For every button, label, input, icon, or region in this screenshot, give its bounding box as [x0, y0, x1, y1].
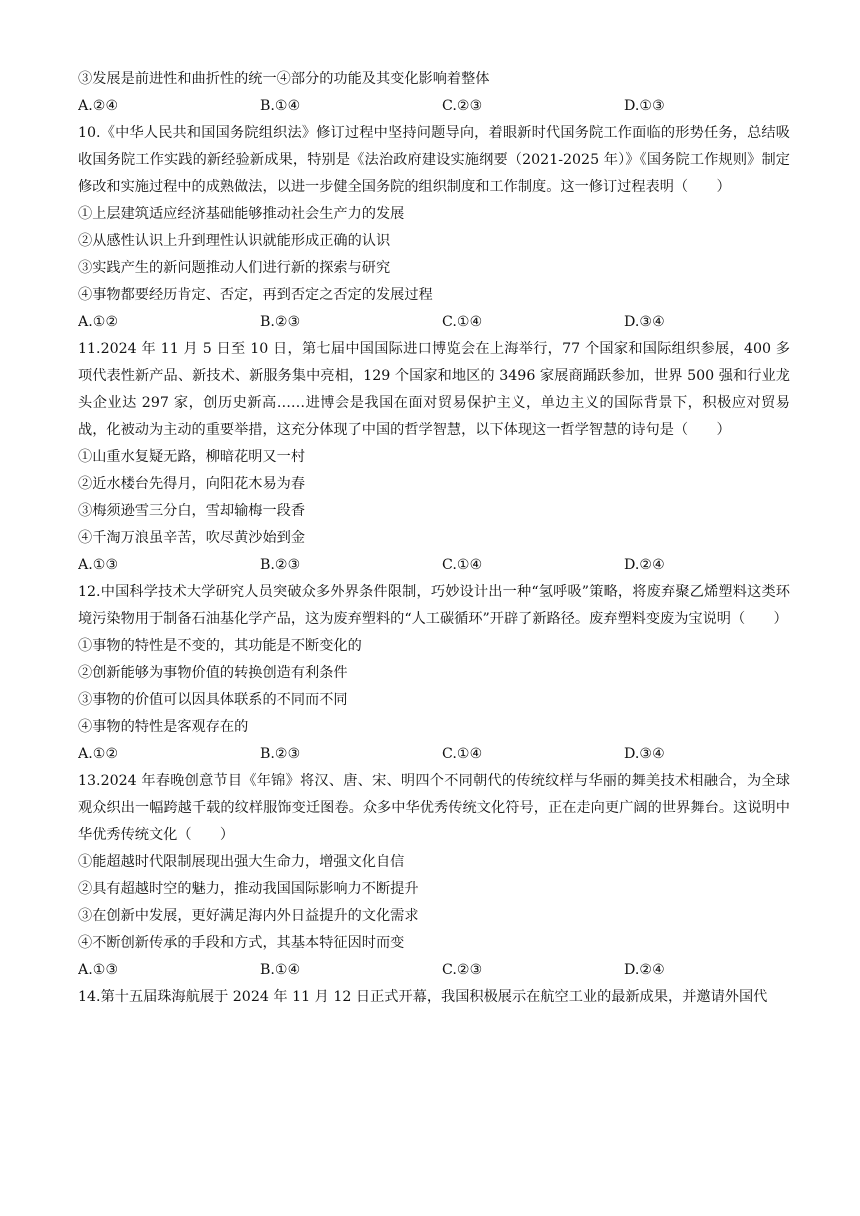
q13-statement-1: ①能超越时代限制展现出强大生命力，增强文化自信: [78, 854, 405, 870]
q13-option-c: C.②③: [442, 962, 483, 978]
q11-statement-2: ②近水楼台先得月，向阳花木易为春: [78, 476, 306, 492]
q12-statement-2: ②创新能够为事物价值的转换创造有利条件: [78, 665, 348, 681]
q11-option-a: A.①③: [78, 557, 119, 573]
q11-options: [78, 552, 790, 579]
q11-statement-1: ①山重水复疑无路，柳暗花明又一村: [78, 449, 306, 465]
q14-stem-start: 14.第十五届珠海航展于 2024 年 11 月 12 日正式开幕，我国积极展示在航空工业的最新成果，并邀请外国代: [78, 989, 768, 1005]
q10-statement-2: ②从感性认识上升到理性认识就能形成正确的认识: [78, 233, 391, 249]
q9-option-a: A.②④: [78, 98, 119, 114]
q13-option-b: B.①④: [260, 962, 301, 978]
q12-stem: 12.中国科学技术大学研究人员突破众多外界条件限制，巧妙设计出一种“氢呼吸”策略，将废弃聚乙烯塑料这类环境污染物用于制备石油基化学产品，这为废弃塑料的“人工碳循环”开辟了新路径。废弃塑料变废为宝说明（ ）: [78, 584, 790, 627]
q12-option-c: C.①④: [442, 746, 483, 762]
q10-stem: 10.《中华人民共和国国务院组织法》修订过程中坚持问题导向，着眼新时代国务院工作面临的形势任务，总结吸收国务院工作实践的新经验新成果，特别是《法治政府建设实施纲要（2021-2025 年）》《国务院工作规则》制定修改和实施过程中的成熟做法，以进一步健全国务院的组织制度和工作制度。这一修订过程表明（ ）: [78, 125, 790, 195]
q10-option-c: C.①④: [442, 314, 483, 330]
q12-options: [78, 741, 790, 768]
q12-statement-1: ①事物的特性是不变的，其功能是不断变化的: [78, 638, 362, 654]
q13-statement-2: ②具有超越时空的魅力，推动我国国际影响力不断提升: [78, 881, 419, 897]
q9-statement-tail: ③发展是前进性和曲折性的统一④部分的功能及其变化影响着整体: [78, 71, 490, 87]
q10-statement-1: ①上层建筑适应经济基础能够推动社会生产力的发展: [78, 206, 405, 222]
q13-stem: 13.2024 年春晚创意节目《年锦》将汉、唐、宋、明四个不同朝代的传统纹样与华丽的舞美技术相融合，为全球观众织出一幅跨越千载的纹样服饰变迁图卷。众多中华优秀传统文化符号，正在走向更广阔的世界舞台。这说明中华优秀传统文化（ ）: [78, 773, 790, 843]
q10-statement-4: ④事物都要经历肯定、否定，再到否定之否定的发展过程: [78, 287, 433, 303]
q12-option-d: D.③④: [624, 746, 665, 762]
q10-options: [78, 309, 790, 336]
q13-statement-3: ③在创新中发展，更好满足海内外日益提升的文化需求: [78, 908, 419, 924]
q10-option-d: D.③④: [624, 314, 665, 330]
q9-option-d: D.①③: [624, 98, 665, 114]
q10-option-b: B.②③: [260, 314, 301, 330]
q12-statement-4: ④事物的特性是客观存在的: [78, 719, 249, 735]
q11-statement-4: ④千淘万浪虽辛苦，吹尽黄沙始到金: [78, 530, 306, 546]
q10-option-a: A.①②: [78, 314, 119, 330]
q12-option-a: A.①②: [78, 746, 119, 762]
q11-option-d: D.②④: [624, 557, 665, 573]
q13-statement-4: ④不断创新传承的手段和方式，其基本特征因时而变: [78, 935, 405, 951]
q12-statement-3: ③事物的价值可以因具体联系的不同而不同: [78, 692, 348, 708]
q13-option-a: A.①③: [78, 962, 119, 978]
q9-option-c: C.②③: [442, 98, 483, 114]
q11-option-b: B.②③: [260, 557, 301, 573]
q13-option-d: D.②④: [624, 962, 665, 978]
q11-option-c: C.①④: [442, 557, 483, 573]
q9-options: [78, 93, 790, 120]
q9-option-b: B.①④: [260, 98, 301, 114]
q12-option-b: B.②③: [260, 746, 301, 762]
q13-options: [78, 957, 790, 984]
q10-statement-3: ③实践产生的新问题推动人们进行新的探索与研究: [78, 260, 391, 276]
q11-stem: 11.2024 年 11 月 5 日至 10 日，第七届中国国际进口博览会在上海举行，77 个国家和国际组织参展，400 多项代表性新产品、新技术、新服务集中亮相，129 个国家和地区的 3496 家展商踊跃参加，世界 500 强和行业龙头企业达 297 家，创历史新高……进博会是我国在面对贸易保护主义，单边主义的国际背景下，积极应对贸易战，化被动为主动的重要举措，这充分体现了中国的哲学智慧，以下体现这一哲学智慧的诗句是（ ）: [78, 341, 790, 438]
exam-page: [78, 66, 790, 1011]
q11-statement-3: ③梅须逊雪三分白，雪却输梅一段香: [78, 503, 306, 519]
